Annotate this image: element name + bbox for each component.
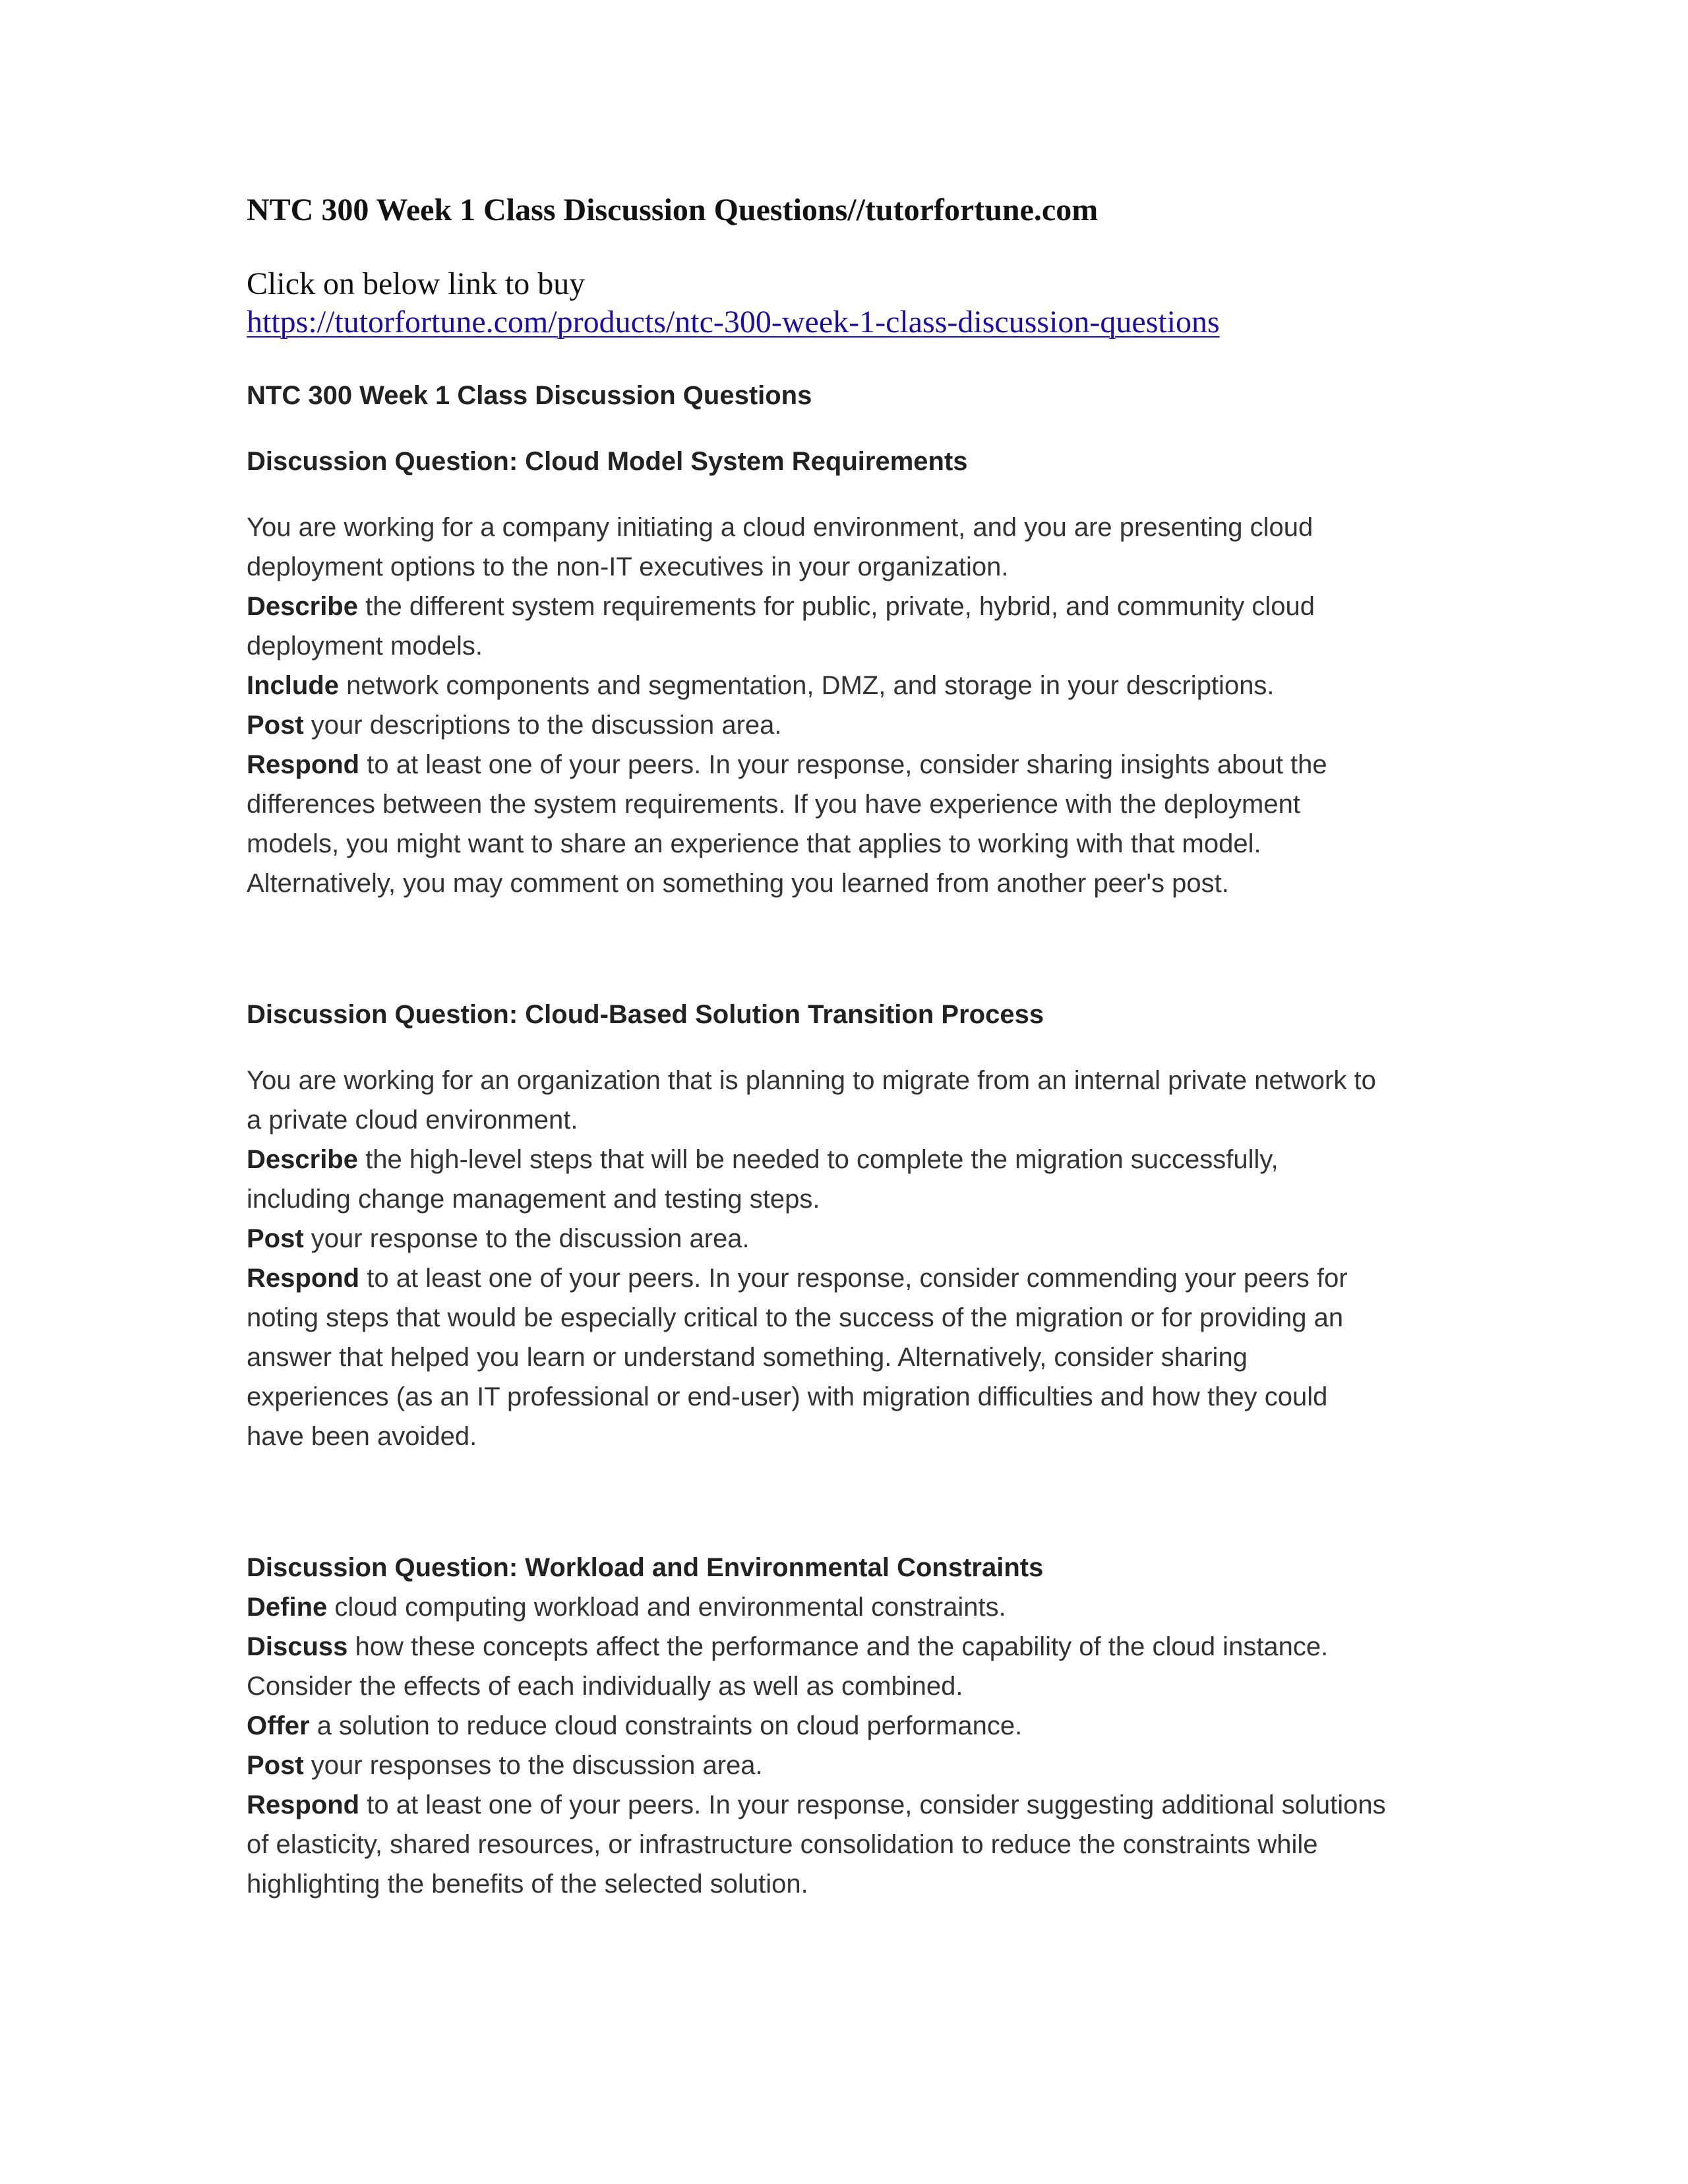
q1-line-9: models, you might want to share an experience that applies to working with that model. xyxy=(247,829,1261,858)
q1-line-5: network components and segmentation, DMZ, and storage in your descriptions. xyxy=(339,670,1275,700)
q2-body xyxy=(247,1061,1447,1456)
q1-respond-keyword: Respond xyxy=(247,750,360,779)
q3-define-keyword: Define xyxy=(247,1592,328,1622)
q1-line-4: deployment models. xyxy=(247,631,483,661)
q1-line-3: the different system requirements for public, private, hybrid, and community cloud xyxy=(357,591,1315,621)
q1-heading: Discussion Question: Cloud Model System Requirements xyxy=(247,446,968,476)
q3-offer-line xyxy=(247,1706,1447,1746)
q2-line-3: the high-level steps that will be needed to complete the migration successfully, xyxy=(357,1144,1279,1174)
q2-respond-line xyxy=(247,1258,1447,1298)
q3-line-3: Consider the effects of each individually as well as combined. xyxy=(247,1671,963,1701)
q3-heading: Discussion Question: Workload and Environmental Constraints xyxy=(247,1552,1044,1582)
q3-post-keyword: Post xyxy=(247,1750,304,1780)
q2-line-10: have been avoided. xyxy=(247,1421,477,1451)
q1-post-line xyxy=(247,705,1447,745)
buy-link[interactable]: https://tutorfortune.com/products/ntc-300-week-1-class-discussion-questions xyxy=(247,304,1220,339)
q1-line-1: You are working for a company initiating a cloud environment, and you are presenting cloud xyxy=(247,512,1313,542)
q1-line-8: differences between the system requirements. If you have experience with the deployment xyxy=(247,789,1300,819)
q1-include-keyword: Include xyxy=(247,670,340,700)
q2-respond-keyword: Respond xyxy=(247,1263,360,1293)
q2-heading: Discussion Question: Cloud-Based Solution Transition Process xyxy=(247,999,1044,1029)
q1-include-line xyxy=(247,666,1447,705)
q2-describe-keyword: Describe xyxy=(247,1144,358,1174)
q3-discuss-keyword: Discuss xyxy=(247,1632,348,1661)
document-page xyxy=(247,191,1447,1904)
q2-post-line xyxy=(247,1219,1447,1258)
q3-define-line xyxy=(247,1587,1447,1627)
document-title: NTC 300 Week 1 Class Discussion Questions//tutorfortune.com xyxy=(247,192,1099,227)
q3-post-line xyxy=(247,1746,1447,1785)
q2-line-5: your response to the discussion area. xyxy=(303,1224,750,1253)
main-heading: NTC 300 Week 1 Class Discussion Questions xyxy=(247,380,812,410)
q3-line-4: a solution to reduce cloud constraints on cloud performance. xyxy=(309,1711,1023,1740)
q2-line-2: a private cloud environment. xyxy=(247,1105,578,1135)
q2-line-7: noting steps that would be especially critical to the success of the migration or for providing an xyxy=(247,1303,1344,1332)
buy-text: Click on below link to buy xyxy=(247,266,586,301)
q3-respond-keyword: Respond xyxy=(247,1790,360,1819)
q3-line-1: cloud computing workload and environmental constraints. xyxy=(327,1592,1006,1622)
q3-line-6: to at least one of your peers. In your response, consider suggesting additional solutions xyxy=(359,1790,1386,1819)
q3-line-5: your responses to the discussion area. xyxy=(303,1750,763,1780)
q2-post-keyword: Post xyxy=(247,1224,304,1253)
q3-line-8: highlighting the benefits of the selected solution. xyxy=(247,1869,808,1899)
q2-line-9: experiences (as an IT professional or end-user) with migration difficulties and how they could xyxy=(247,1382,1328,1411)
q1-describe-keyword: Describe xyxy=(247,591,358,621)
q1-describe-line xyxy=(247,587,1447,626)
buy-block xyxy=(247,265,1447,341)
q2-line-4: including change management and testing steps. xyxy=(247,1184,820,1214)
q3-offer-keyword: Offer xyxy=(247,1711,310,1740)
q1-post-keyword: Post xyxy=(247,710,304,740)
q1-body xyxy=(247,508,1447,903)
q2-line-6: to at least one of your peers. In your response, consider commending your peers for xyxy=(359,1263,1348,1293)
q1-line-7: to at least one of your peers. In your response, consider sharing insights about the xyxy=(359,750,1327,779)
q2-describe-line xyxy=(247,1140,1447,1179)
q3-body xyxy=(247,1587,1447,1904)
q3-discuss-line xyxy=(247,1627,1447,1667)
q1-line-6: your descriptions to the discussion area. xyxy=(303,710,782,740)
q2-line-1: You are working for an organization that is planning to migrate from an internal private network to xyxy=(247,1065,1376,1095)
q2-line-8: answer that helped you learn or understand something. Alternatively, consider sharing xyxy=(247,1342,1248,1372)
q3-line-2: how these concepts affect the performance and the capability of the cloud instance. xyxy=(347,1632,1329,1661)
q1-respond-line xyxy=(247,745,1447,784)
q3-respond-line xyxy=(247,1785,1447,1825)
q3-line-7: of elasticity, shared resources, or infrastructure consolidation to reduce the constraints while xyxy=(247,1829,1318,1859)
q1-line-2: deployment options to the non-IT executives in your organization. xyxy=(247,552,1009,581)
q1-line-10: Alternatively, you may comment on something you learned from another peer's post. xyxy=(247,868,1229,898)
